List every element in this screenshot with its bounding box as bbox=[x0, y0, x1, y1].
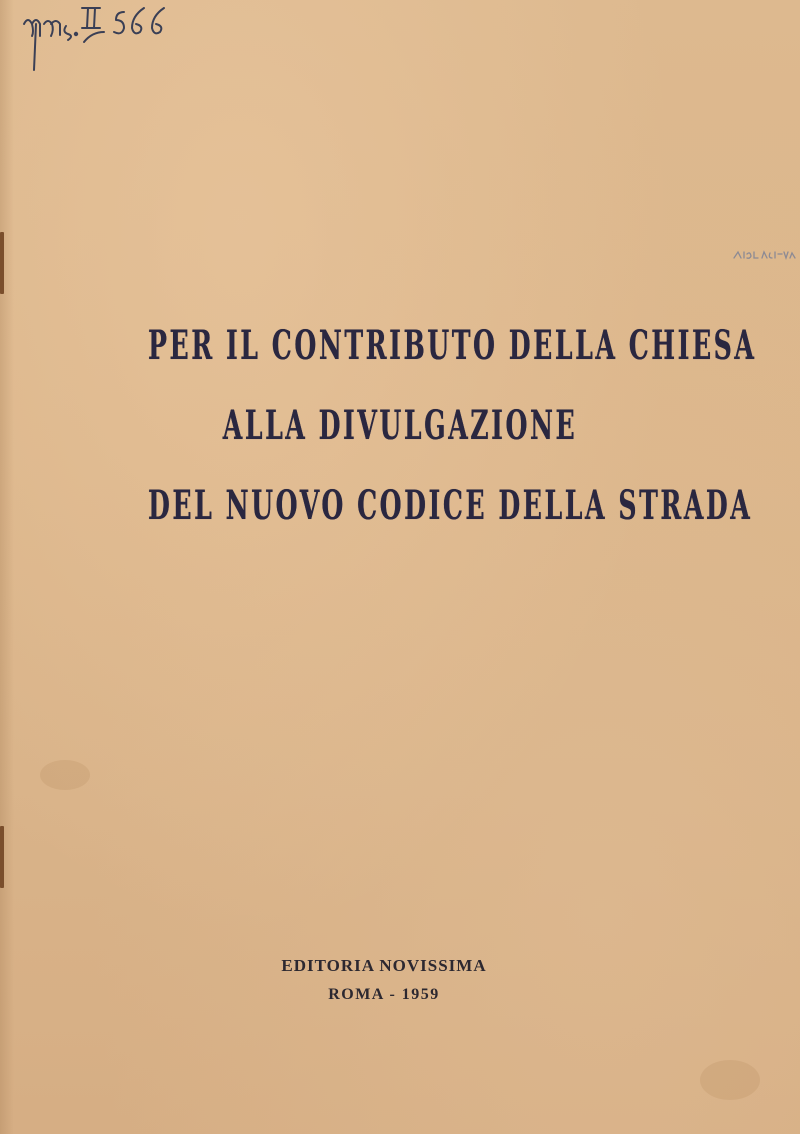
title-line: ALLA DIVULGAZIONE bbox=[222, 402, 578, 449]
title-line: PER IL CONTRIBUTO DELLA CHIESA bbox=[148, 322, 757, 369]
title-block bbox=[0, 306, 800, 546]
title-line: DEL NUOVO CODICE DELLA STRADA bbox=[148, 482, 753, 529]
staple-bottom bbox=[0, 826, 4, 888]
staple-top bbox=[0, 232, 4, 294]
publisher-name: EDITORIA NOVISSIMA bbox=[281, 956, 487, 975]
paper-stain bbox=[40, 760, 90, 790]
paper-stain bbox=[700, 1060, 760, 1100]
handwritten-shelfmark bbox=[20, 2, 170, 72]
stamp-mark bbox=[732, 246, 798, 264]
publisher-place-year: ROMA - 1959 bbox=[328, 986, 440, 1003]
publisher-block bbox=[0, 954, 800, 1007]
